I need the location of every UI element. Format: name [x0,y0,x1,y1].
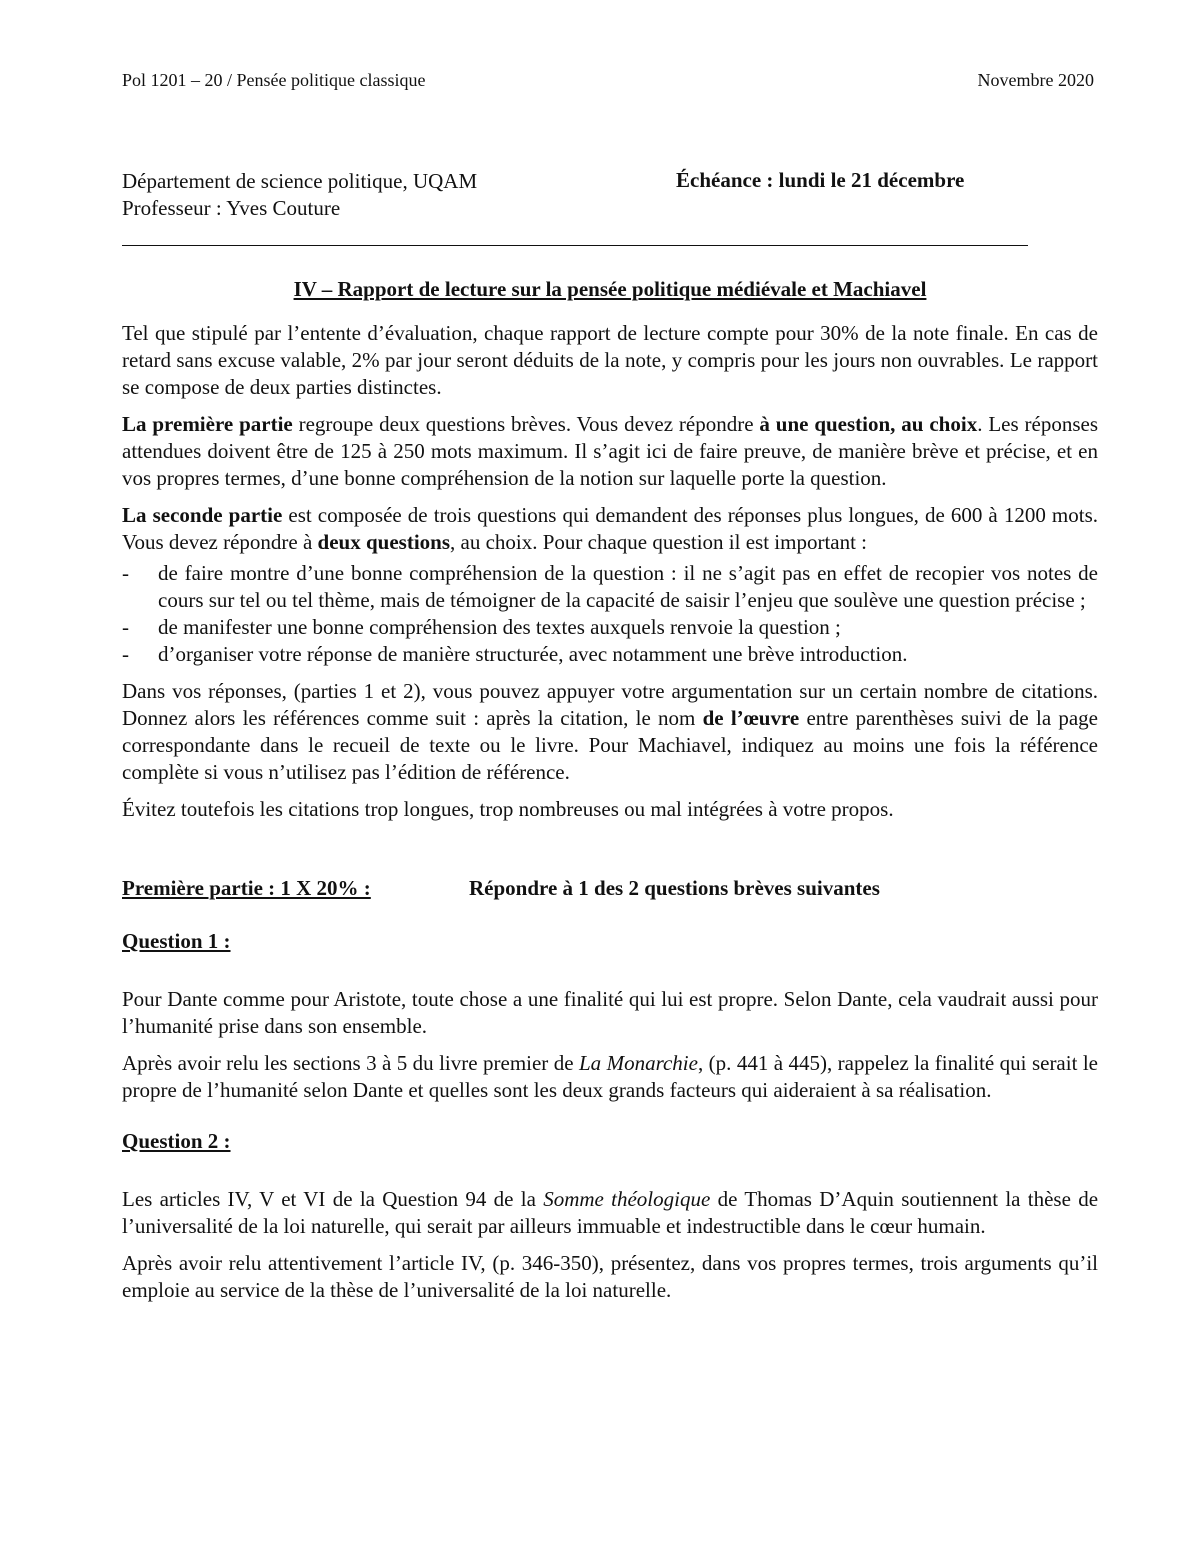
department-block [122,168,477,222]
page-header [122,70,1094,91]
bold-text: La première partie [122,412,293,436]
italic-title: Somme théologique [543,1187,711,1211]
text-run: Les articles IV, V et VI de la Question 94 de la [122,1187,544,1211]
bold-text: La seconde partie [122,503,283,527]
text-run: , au choix. Pour chaque question il est important : [450,530,868,554]
italic-title: La Monarchie [578,1051,698,1075]
deadline: Échéance : lundi le 21 décembre [676,168,965,192]
text-run: , (p. 441 à 445), rappelez la finalité qui serait le propre de l’humanité selon Dante et quelles sont les deux grands facteurs qui aideraient à sa réalisation. [122,1051,1099,1102]
text-run: . Les réponses attendues doivent être de 125 à 250 mots maximum. Il s’agit ici de faire preuve, de manière brève et précise, et en vos propres termes, d’une bonne compréhension de la notion sur laquelle porte la question. [122,412,1098,490]
intro-paragraph-1: Tel que stipulé par l’entente d’évaluation, chaque rapport de lecture compte pour 30% de la note finale. En cas de retard sans excuse valable, 2% par jour seront déduits de la note, y compris pour les jours non ouvrables. Le rapport se compose de deux parties distinctes. [122,321,1098,399]
requirements-list [122,560,1098,668]
intro-paragraph-3 [122,502,1098,556]
bold-text: deux questions [317,530,451,554]
bold-text: à une question, au choix [759,412,978,436]
professor: Professeur : Yves Couture [122,196,341,220]
text-run: Après avoir relu les sections 3 à 5 du livre premier de [122,1051,579,1075]
list-item: - de faire montre d’une bonne compréhension de la question : il ne s’agit pas en effet de recopier vos notes de cours sur tel ou tel thème, mais de témoigner de la capacité de saisir l’enjeu que soulève une question précise ; [122,560,1098,614]
question-1-paragraph-1: Pour Dante comme pour Aristote, toute chose a une finalité qui lui est propre. Selon Dante, cela vaudrait aussi pour l’humanité prise dans son ensemble. [122,987,1098,1038]
intro-paragraph-2 [122,411,1098,492]
list-item: - de manifester une bonne compréhension des textes auxquels renvoie la question ; [122,614,1098,641]
question-2-heading: Question 2 : [122,1129,231,1153]
text-run: regroupe deux questions brèves. Vous devez répondre [292,412,760,436]
document-body [122,276,1098,1314]
course-title: Pol 1201 – 20 / Pensée politique classique [122,70,426,90]
document-title: IV – Rapport de lecture sur la pensée politique médiévale et Machiavel [293,277,927,301]
list-item: - d’organiser votre réponse de manière structurée, avec notamment une brève introduction. [122,641,1098,668]
question-1-paragraph-2 [122,1050,1098,1104]
part1-instruction: Répondre à 1 des 2 questions brèves suivantes [469,876,880,900]
text-run: Dans vos réponses, (parties 1 et 2), vous pouvez appuyer votre argumentation sur un certain nombre de citations. Donnez alors les références comme suit : après la citation, le nom [122,679,1098,730]
text-run: est composée de trois questions qui demandent des réponses plus longues, de 600 à 1200 mots. Vous devez répondre à [122,503,1098,554]
question-1-heading: Question 1 : [122,929,231,953]
horizontal-rule [122,245,1028,246]
question-2-paragraph-2: Après avoir relu attentivement l’article IV, (p. 346-350), présentez, dans vos propres termes, trois arguments qu’il emploie au service de la thèse de l’universalité de la loi naturelle. [122,1251,1098,1302]
text-run: entre parenthèses suivi de la page correspondante dans le recueil de texte ou le livre. Pour Machiavel, indiquez au moins une fois la référence complète si vous n’utilisez pas l’édition de référence. [122,706,1099,784]
header-date: Novembre 2020 [977,70,1094,90]
text-run: de Thomas D’Aquin soutiennent la thèse de l’universalité de la loi naturelle, qui serait par ailleurs immuable et indestructible dans le cœur humain. [122,1187,1099,1238]
bold-text: de l’œuvre [702,706,800,730]
intro-paragraph-5: Évitez toutefois les citations trop longues, trop nombreuses ou mal intégrées à votre propos. [122,797,894,821]
department: Département de science politique, UQAM [122,169,478,193]
intro-paragraph-4 [122,678,1098,786]
question-2-paragraph-1 [122,1186,1098,1240]
part1-label: Première partie : 1 X 20% : [122,876,371,900]
part1-heading [122,875,1098,902]
